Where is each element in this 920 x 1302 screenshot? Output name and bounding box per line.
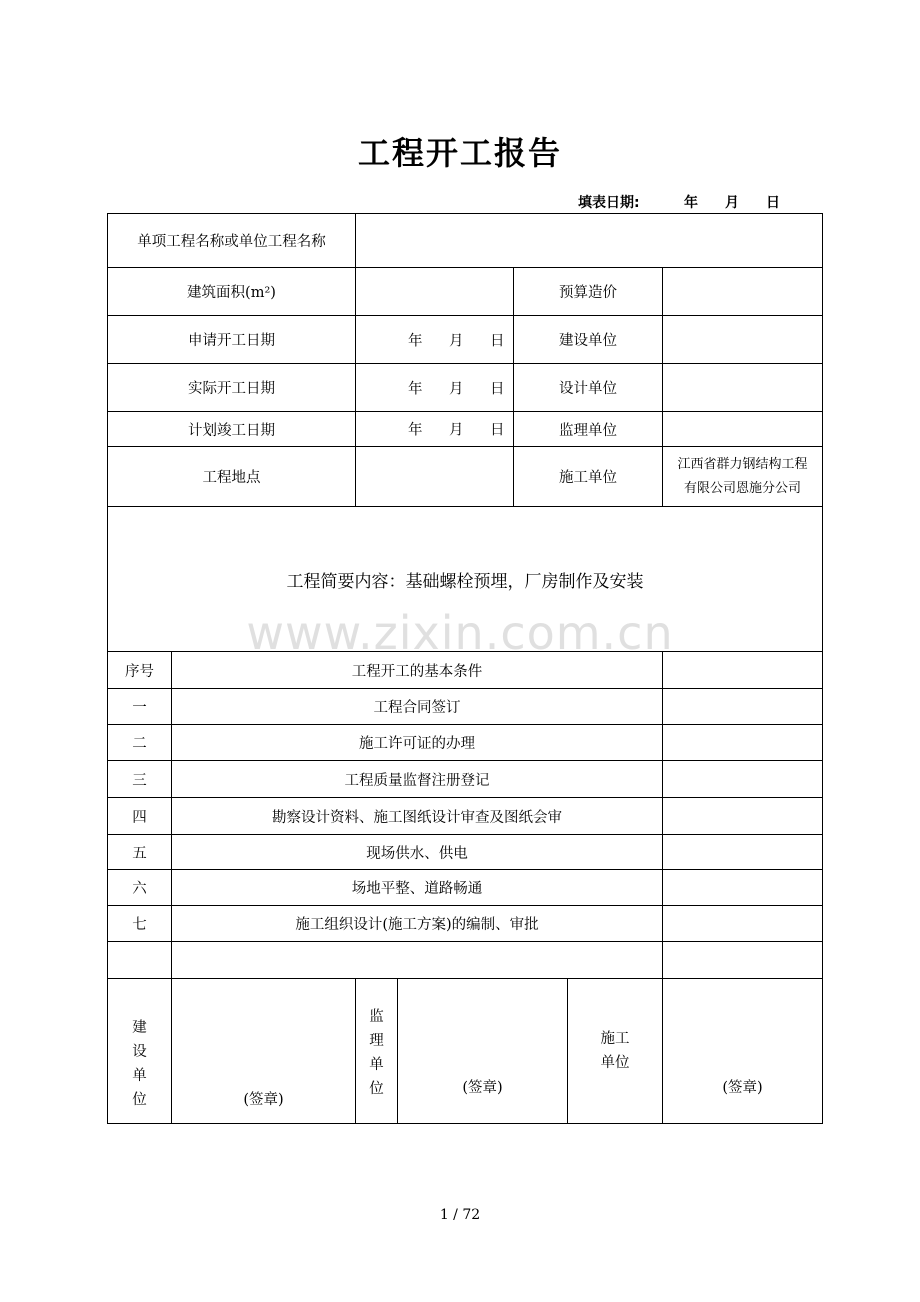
- project-summary[interactable]: 工程简要内容：基础螺栓预埋，厂房制作及安装: [108, 507, 823, 652]
- budget-label: 预算造价: [514, 268, 663, 316]
- location-label: 工程地点: [108, 447, 356, 507]
- condition-text: 工程合同签订: [172, 689, 663, 725]
- project-name-value[interactable]: [356, 214, 823, 268]
- condition-check[interactable]: [663, 906, 823, 942]
- actual-start-date[interactable]: 年 月 日: [356, 364, 514, 412]
- page-number: 1 / 72: [439, 1207, 481, 1223]
- owner-seal: (签章): [243, 1092, 284, 1108]
- condition-check-empty[interactable]: [663, 942, 823, 979]
- condition-text: 施工组织设计(施工方案)的编制、审批: [172, 906, 663, 942]
- condition-text: 场地平整、道路畅通: [172, 870, 663, 906]
- supervision-label: 监理单位: [514, 412, 663, 447]
- condition-no: 三: [108, 761, 172, 798]
- contractor-label: 施工单位: [514, 447, 663, 507]
- fill-date-day: 日: [766, 195, 780, 211]
- planned-end-date[interactable]: 年 月 日: [356, 412, 514, 447]
- planned-end-label: 计划竣工日期: [108, 412, 356, 447]
- condition-no: 一: [108, 689, 172, 725]
- fill-date-label: 填表日期:: [578, 195, 640, 211]
- apply-start-label: 申请开工日期: [108, 316, 356, 364]
- condition-check[interactable]: [663, 798, 823, 835]
- location-value[interactable]: [356, 447, 514, 507]
- condition-check[interactable]: [663, 835, 823, 870]
- condition-no: 六: [108, 870, 172, 906]
- fill-date-month: 月: [725, 195, 739, 211]
- condition-text: 施工许可证的办理: [172, 725, 663, 761]
- owner-value[interactable]: [663, 316, 823, 364]
- condition-no-empty: [108, 942, 172, 979]
- conditions-header-check: [663, 652, 823, 689]
- design-value[interactable]: [663, 364, 823, 412]
- fill-date-year: 年: [684, 195, 698, 211]
- area-label: 建筑面积(m²): [108, 268, 356, 316]
- design-label: 设计单位: [514, 364, 663, 412]
- condition-check[interactable]: [663, 689, 823, 725]
- condition-no: 五: [108, 835, 172, 870]
- project-start-form: [107, 213, 823, 1124]
- owner-sign-label: 建 设 单 位: [108, 979, 172, 1124]
- condition-check[interactable]: [663, 870, 823, 906]
- condition-no: 二: [108, 725, 172, 761]
- condition-no: 四: [108, 798, 172, 835]
- apply-start-date[interactable]: 年 月 日: [356, 316, 514, 364]
- project-name-label: 单项工程名称或单位工程名称: [108, 214, 356, 268]
- conditions-header-title: 工程开工的基本条件: [172, 652, 663, 689]
- owner-label: 建设单位: [514, 316, 663, 364]
- supervision-value[interactable]: [663, 412, 823, 447]
- condition-text: 现场供水、供电: [172, 835, 663, 870]
- watermark: www.zixin.com.cn: [246, 606, 674, 660]
- supervision-sign-label: 监 理 单 位: [356, 979, 398, 1124]
- condition-text-empty[interactable]: [172, 942, 663, 979]
- condition-check[interactable]: [663, 725, 823, 761]
- budget-value[interactable]: [663, 268, 823, 316]
- conditions-header-no: 序号: [108, 652, 172, 689]
- condition-check[interactable]: [663, 761, 823, 798]
- supervision-seal-area[interactable]: [398, 979, 568, 1124]
- condition-text: 工程质量监督注册登记: [172, 761, 663, 798]
- condition-text: 勘察设计资料、施工图纸设计审查及图纸会审: [172, 798, 663, 835]
- actual-start-label: 实际开工日期: [108, 364, 356, 412]
- page-title: 工程开工报告: [357, 134, 562, 172]
- contractor-seal-area[interactable]: [663, 979, 823, 1124]
- contractor-value[interactable]: 江西省群力钢结构工程 有限公司恩施分公司: [663, 447, 823, 507]
- contractor-sign-label: 施工 单位: [568, 979, 663, 1124]
- supervision-seal: (签章): [462, 1080, 503, 1096]
- owner-seal-area[interactable]: [172, 979, 356, 1124]
- condition-no: 七: [108, 906, 172, 942]
- contractor-seal: (签章): [722, 1080, 763, 1096]
- area-value[interactable]: [356, 268, 514, 316]
